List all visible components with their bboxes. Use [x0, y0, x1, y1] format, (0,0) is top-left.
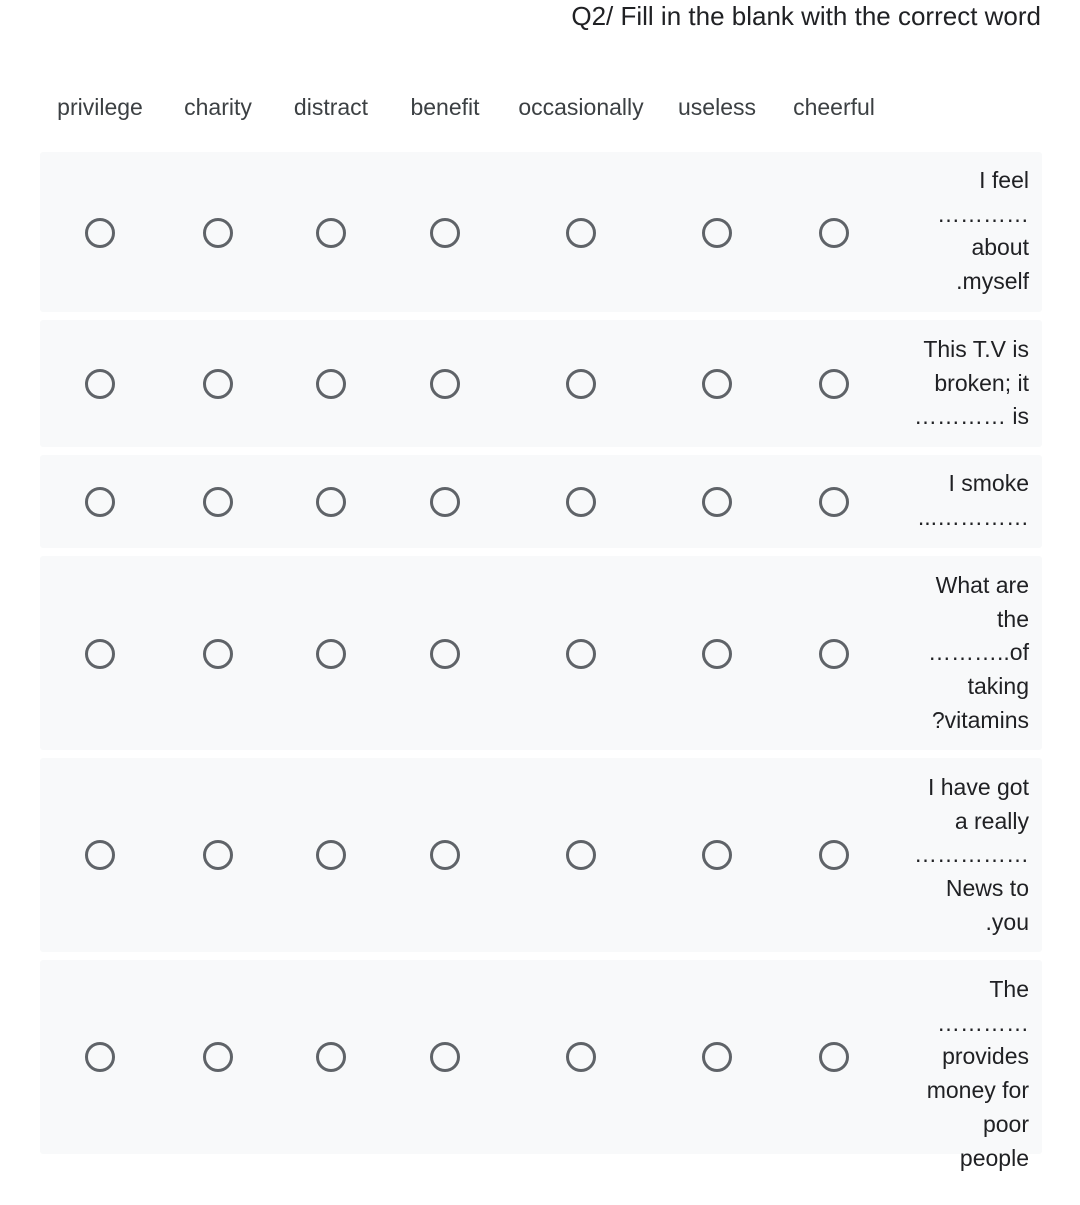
- radio-option-benefit[interactable]: [430, 487, 460, 517]
- radio-option-distract[interactable]: [316, 840, 346, 870]
- grid-row: [40, 960, 1042, 1171]
- radio-option-occasionally[interactable]: [566, 487, 596, 517]
- radio-option-useless[interactable]: [702, 369, 732, 399]
- radio-option-cheerful[interactable]: [819, 487, 849, 517]
- radio-option-distract[interactable]: [316, 487, 346, 517]
- radio-option-charity[interactable]: [203, 840, 233, 870]
- row-label: This T.V is broken; it ………… is: [914, 336, 1029, 430]
- radio-option-distract[interactable]: [316, 369, 346, 399]
- radio-option-useless[interactable]: [702, 487, 732, 517]
- row-label: What are the ………..of taking ?vitamins: [928, 572, 1029, 733]
- radio-option-privilege[interactable]: [85, 639, 115, 669]
- radio-option-cheerful[interactable]: [819, 840, 849, 870]
- radio-option-cheerful[interactable]: [819, 218, 849, 248]
- radio-option-occasionally[interactable]: [566, 639, 596, 669]
- grid-row: [40, 152, 1042, 312]
- radio-option-benefit[interactable]: [430, 1042, 460, 1072]
- column-header-useless: useless: [678, 94, 756, 120]
- radio-option-cheerful[interactable]: [819, 1042, 849, 1072]
- grid-row: [40, 320, 1042, 447]
- question-title: Q2/ Fill in the blank with the correct word: [571, 1, 1041, 31]
- radio-option-charity[interactable]: [203, 1042, 233, 1072]
- radio-option-privilege[interactable]: [85, 840, 115, 870]
- grid-row: [40, 758, 1042, 952]
- row-label: I feel ………… about .myself: [937, 167, 1029, 295]
- radio-option-distract[interactable]: [316, 639, 346, 669]
- radio-option-privilege[interactable]: [85, 218, 115, 248]
- column-header-cheerful: cheerful: [793, 94, 875, 120]
- grid-row: [40, 455, 1042, 548]
- radio-option-charity[interactable]: [203, 369, 233, 399]
- radio-option-privilege[interactable]: [85, 1042, 115, 1072]
- radio-option-benefit[interactable]: [430, 369, 460, 399]
- radio-option-distract[interactable]: [316, 218, 346, 248]
- radio-option-benefit[interactable]: [430, 218, 460, 248]
- radio-option-charity[interactable]: [203, 487, 233, 517]
- grid-row: [40, 556, 1042, 750]
- column-header-benefit: benefit: [410, 94, 480, 120]
- radio-option-distract[interactable]: [316, 1042, 346, 1072]
- column-header-distract: distract: [293, 94, 369, 120]
- column-header-privilege: privilege: [57, 94, 143, 120]
- radio-option-privilege[interactable]: [85, 369, 115, 399]
- row-label: I smoke ...…………: [917, 470, 1029, 530]
- column-header-occasionally: occasionally: [518, 94, 644, 120]
- radio-option-benefit[interactable]: [430, 639, 460, 669]
- row-label: I have got a really …………… News to .you: [914, 774, 1029, 935]
- radio-option-occasionally[interactable]: [566, 1042, 596, 1072]
- radio-option-benefit[interactable]: [430, 840, 460, 870]
- radio-option-useless[interactable]: [702, 639, 732, 669]
- radio-option-charity[interactable]: [203, 639, 233, 669]
- radio-option-useless[interactable]: [702, 1042, 732, 1072]
- row-label: The ………… provides money for poor people: [926, 976, 1029, 1171]
- column-header-charity: charity: [184, 94, 252, 120]
- radio-option-useless[interactable]: [702, 218, 732, 248]
- radio-option-cheerful[interactable]: [819, 369, 849, 399]
- radio-option-privilege[interactable]: [85, 487, 115, 517]
- radio-option-occasionally[interactable]: [566, 218, 596, 248]
- radio-option-cheerful[interactable]: [819, 639, 849, 669]
- radio-option-occasionally[interactable]: [566, 369, 596, 399]
- radio-option-useless[interactable]: [702, 840, 732, 870]
- radio-option-charity[interactable]: [203, 218, 233, 248]
- radio-option-occasionally[interactable]: [566, 840, 596, 870]
